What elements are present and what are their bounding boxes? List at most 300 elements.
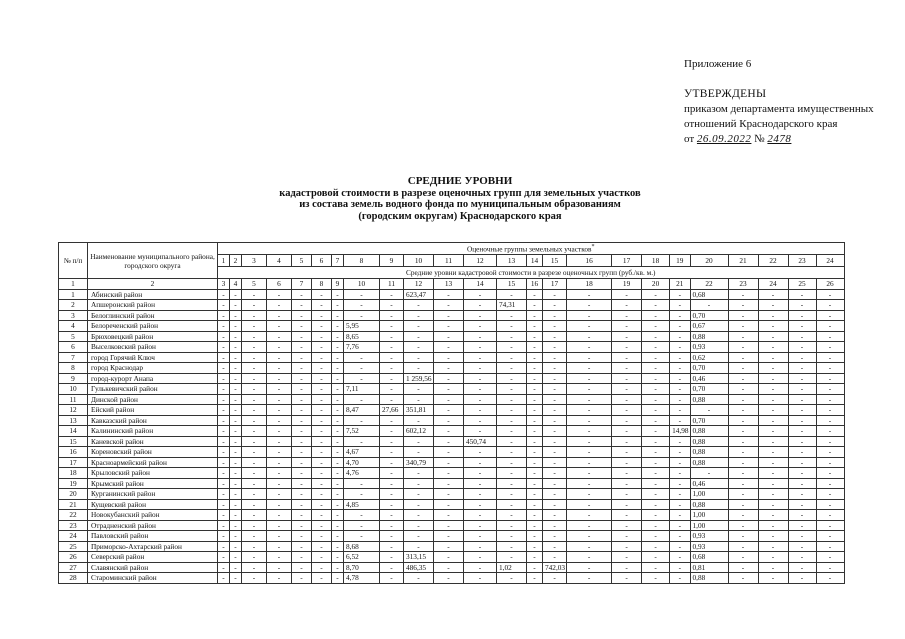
value-cell: - xyxy=(344,373,380,384)
value-cell: - xyxy=(690,468,728,479)
value-cell: - xyxy=(312,510,332,521)
column-index-3: 3 xyxy=(218,279,230,290)
column-index-17: 17 xyxy=(543,279,567,290)
value-cell: - xyxy=(242,447,267,458)
value-cell: - xyxy=(612,384,642,395)
value-cell: - xyxy=(267,436,292,447)
table-row xyxy=(59,489,845,500)
value-cell: - xyxy=(380,289,404,300)
value-cell: - xyxy=(527,352,543,363)
value-cell: - xyxy=(292,531,312,542)
value-cell: - xyxy=(758,363,788,374)
value-cell: - xyxy=(612,468,642,479)
table-row xyxy=(59,552,845,563)
cadastral-value-table xyxy=(58,242,845,584)
value-cell: - xyxy=(728,331,758,342)
value-cell: - xyxy=(344,352,380,363)
table-row xyxy=(59,573,845,584)
value-cell: - xyxy=(758,478,788,489)
value-cell: - xyxy=(267,489,292,500)
value-cell: - xyxy=(292,352,312,363)
value-cell: - xyxy=(527,300,543,311)
value-cell: - xyxy=(380,436,404,447)
value-cell: - xyxy=(642,541,670,552)
value-cell: - xyxy=(230,321,242,332)
value-cell: - xyxy=(464,541,497,552)
value-cell: - xyxy=(312,457,332,468)
value-cell: 1 259,56 xyxy=(404,373,434,384)
value-cell: - xyxy=(728,478,758,489)
value-cell: - xyxy=(218,489,230,500)
value-cell: - xyxy=(464,520,497,531)
value-cell: - xyxy=(612,541,642,552)
value-cell: - xyxy=(543,415,567,426)
value-cell: - xyxy=(344,489,380,500)
column-index-25: 25 xyxy=(788,279,816,290)
value-cell: 0,81 xyxy=(690,562,728,573)
value-cell: - xyxy=(344,436,380,447)
value-cell: 0,88 xyxy=(690,436,728,447)
value-cell: - xyxy=(434,363,464,374)
value-cell: - xyxy=(527,331,543,342)
table-row xyxy=(59,394,845,405)
group-number-23: 23 xyxy=(788,255,816,267)
value-cell: - xyxy=(527,426,543,437)
value-cell: 0,46 xyxy=(690,373,728,384)
value-cell: - xyxy=(218,436,230,447)
value-cell: - xyxy=(728,499,758,510)
value-cell: - xyxy=(230,289,242,300)
value-cell: - xyxy=(404,520,434,531)
municipality-name: Крымский район xyxy=(88,478,218,489)
value-cell: - xyxy=(527,531,543,542)
value-cell: - xyxy=(292,331,312,342)
value-cell: - xyxy=(497,394,527,405)
value-cell: - xyxy=(788,426,816,437)
group-number-12: 12 xyxy=(464,255,497,267)
value-cell: - xyxy=(230,342,242,353)
value-cell: - xyxy=(344,394,380,405)
value-cell: - xyxy=(543,541,567,552)
value-cell: - xyxy=(642,573,670,584)
column-index-7: 7 xyxy=(292,279,312,290)
value-cell: - xyxy=(816,531,844,542)
value-cell: - xyxy=(543,552,567,563)
value-cell: 7,52 xyxy=(344,426,380,437)
value-cell: - xyxy=(434,342,464,353)
value-cell: - xyxy=(218,468,230,479)
municipality-name: Славянский район xyxy=(88,562,218,573)
value-cell: - xyxy=(218,510,230,521)
value-cell: - xyxy=(670,384,690,395)
value-cell: - xyxy=(670,436,690,447)
municipality-name: Брюховецкий район xyxy=(88,331,218,342)
value-cell: - xyxy=(312,352,332,363)
value-cell: - xyxy=(543,531,567,542)
value-cell: - xyxy=(292,310,312,321)
value-cell: - xyxy=(612,510,642,521)
value-cell: - xyxy=(434,468,464,479)
value-cell: - xyxy=(543,426,567,437)
value-cell: - xyxy=(567,541,612,552)
value-cell: - xyxy=(242,573,267,584)
order-from-label: от xyxy=(684,133,695,145)
value-cell: - xyxy=(670,310,690,321)
value-cell: - xyxy=(292,321,312,332)
value-cell: - xyxy=(434,331,464,342)
municipality-name: Кореновский район xyxy=(88,447,218,458)
value-cell: - xyxy=(218,478,230,489)
groups-header-footnote-mark: * xyxy=(591,244,595,251)
value-cell: - xyxy=(728,363,758,374)
value-cell: - xyxy=(230,363,242,374)
value-cell: - xyxy=(380,384,404,395)
value-cell: - xyxy=(670,300,690,311)
value-cell: - xyxy=(434,310,464,321)
value-cell: - xyxy=(267,510,292,521)
column-index-4: 4 xyxy=(230,279,242,290)
value-cell: 742,03 xyxy=(543,562,567,573)
value-cell: - xyxy=(292,552,312,563)
value-cell: 4,76 xyxy=(344,468,380,479)
value-cell: - xyxy=(267,499,292,510)
value-cell: - xyxy=(332,310,344,321)
value-cell: - xyxy=(380,489,404,500)
value-cell: - xyxy=(464,352,497,363)
value-cell: - xyxy=(230,436,242,447)
value-cell: - xyxy=(497,321,527,332)
value-cell: - xyxy=(788,300,816,311)
value-cell: - xyxy=(312,321,332,332)
value-cell: 313,15 xyxy=(404,552,434,563)
value-cell: 0,93 xyxy=(690,342,728,353)
value-cell: - xyxy=(728,384,758,395)
value-cell: - xyxy=(242,489,267,500)
value-cell: - xyxy=(642,363,670,374)
value-cell: - xyxy=(728,300,758,311)
table-row xyxy=(59,384,845,395)
row-number: 6 xyxy=(59,342,88,353)
value-cell: - xyxy=(242,426,267,437)
value-cell: - xyxy=(642,352,670,363)
value-cell: - xyxy=(642,394,670,405)
municipality-name: Курганинский район xyxy=(88,489,218,500)
value-cell: - xyxy=(567,478,612,489)
value-cell: - xyxy=(497,436,527,447)
value-cell: - xyxy=(312,499,332,510)
value-cell: - xyxy=(567,457,612,468)
table-row xyxy=(59,436,845,447)
value-cell: - xyxy=(670,457,690,468)
group-number-16: 16 xyxy=(567,255,612,267)
table-row xyxy=(59,510,845,521)
value-cell: - xyxy=(332,447,344,458)
value-cell: - xyxy=(434,384,464,395)
value-cell: - xyxy=(497,310,527,321)
value-cell: - xyxy=(434,447,464,458)
value-cell: - xyxy=(267,310,292,321)
value-cell: - xyxy=(527,468,543,479)
value-cell: - xyxy=(670,489,690,500)
value-cell: - xyxy=(404,510,434,521)
approved-label: УТВЕРЖДЕНЫ xyxy=(684,88,767,100)
value-cell: - xyxy=(758,384,788,395)
value-cell: - xyxy=(312,573,332,584)
value-cell: - xyxy=(567,552,612,563)
value-cell: 0,88 xyxy=(690,331,728,342)
document-title xyxy=(200,176,720,222)
value-cell: - xyxy=(434,300,464,311)
value-cell: - xyxy=(380,562,404,573)
value-cell: - xyxy=(292,562,312,573)
value-cell: - xyxy=(292,457,312,468)
value-cell: - xyxy=(312,468,332,479)
value-cell: - xyxy=(758,499,788,510)
value-cell: - xyxy=(758,352,788,363)
value-cell: - xyxy=(758,310,788,321)
value-cell: - xyxy=(464,489,497,500)
column-index-2: 2 xyxy=(88,279,218,290)
value-cell: - xyxy=(292,426,312,437)
value-cell: - xyxy=(404,342,434,353)
value-cell: - xyxy=(728,373,758,384)
value-cell: - xyxy=(758,415,788,426)
value-cell: - xyxy=(543,373,567,384)
value-cell: - xyxy=(642,300,670,311)
value-cell: - xyxy=(816,289,844,300)
value-cell: - xyxy=(527,342,543,353)
value-cell: - xyxy=(728,520,758,531)
value-cell: - xyxy=(670,541,690,552)
value-cell: - xyxy=(218,300,230,311)
value-cell: - xyxy=(230,468,242,479)
value-cell: - xyxy=(312,373,332,384)
value-cell: - xyxy=(292,541,312,552)
value-cell: - xyxy=(642,405,670,416)
value-cell: - xyxy=(312,415,332,426)
value-cell: - xyxy=(543,321,567,332)
value-cell: - xyxy=(242,394,267,405)
value-cell: - xyxy=(816,321,844,332)
value-cell: - xyxy=(292,520,312,531)
group-number-18: 18 xyxy=(642,255,670,267)
value-cell: - xyxy=(543,342,567,353)
value-cell: - xyxy=(758,489,788,500)
value-cell: 1,00 xyxy=(690,520,728,531)
row-number: 1 xyxy=(59,289,88,300)
value-cell: - xyxy=(267,531,292,542)
value-cell: - xyxy=(332,405,344,416)
value-cell: 14,98 xyxy=(670,426,690,437)
municipality-name: Красноармейский район xyxy=(88,457,218,468)
value-cell: - xyxy=(788,478,816,489)
value-cell: - xyxy=(230,489,242,500)
value-cell: - xyxy=(567,300,612,311)
value-cell: - xyxy=(758,457,788,468)
value-cell: - xyxy=(758,541,788,552)
column-index-5: 5 xyxy=(242,279,267,290)
value-cell: - xyxy=(816,573,844,584)
value-cell: - xyxy=(332,342,344,353)
value-cell: - xyxy=(464,510,497,521)
value-cell: - xyxy=(312,300,332,311)
value-cell: - xyxy=(543,478,567,489)
value-cell: - xyxy=(434,405,464,416)
value-cell: - xyxy=(612,436,642,447)
value-cell: - xyxy=(642,384,670,395)
value-cell: 1,00 xyxy=(690,489,728,500)
table-row xyxy=(59,468,845,479)
value-cell: - xyxy=(527,289,543,300)
value-cell: - xyxy=(292,289,312,300)
row-number: 10 xyxy=(59,384,88,395)
municipality-name: город-курорт Анапа xyxy=(88,373,218,384)
value-cell: - xyxy=(788,331,816,342)
value-cell: - xyxy=(728,562,758,573)
value-cell: - xyxy=(816,405,844,416)
levels-header: Средние уровни кадастровой стоимости в разрезе оценочных групп (руб./кв. м.) xyxy=(218,267,845,279)
value-cell: - xyxy=(816,468,844,479)
value-cell: - xyxy=(527,436,543,447)
table-row xyxy=(59,457,845,468)
value-cell: - xyxy=(242,384,267,395)
value-cell: - xyxy=(242,415,267,426)
value-cell: - xyxy=(612,499,642,510)
value-cell: - xyxy=(434,541,464,552)
value-cell: - xyxy=(788,363,816,374)
table-row xyxy=(59,562,845,573)
value-cell: - xyxy=(816,352,844,363)
value-cell: - xyxy=(242,531,267,542)
value-cell: 6,52 xyxy=(344,552,380,563)
value-cell: - xyxy=(344,520,380,531)
municipality-name: город Горячий Ключ xyxy=(88,352,218,363)
value-cell: - xyxy=(612,300,642,311)
value-cell: - xyxy=(612,478,642,489)
value-cell: - xyxy=(788,489,816,500)
value-cell: - xyxy=(816,499,844,510)
column-index-16: 16 xyxy=(527,279,543,290)
value-cell: - xyxy=(788,384,816,395)
title-line-1: кадастровой стоимости в разрезе оценочных групп для земельных участков xyxy=(279,187,641,199)
value-cell: - xyxy=(728,436,758,447)
value-cell: - xyxy=(404,468,434,479)
group-number-10: 10 xyxy=(404,255,434,267)
row-number: 24 xyxy=(59,531,88,542)
value-cell: - xyxy=(758,373,788,384)
value-cell: - xyxy=(380,363,404,374)
value-cell: - xyxy=(758,342,788,353)
value-cell: - xyxy=(404,573,434,584)
value-cell: - xyxy=(670,447,690,458)
column-index-11: 11 xyxy=(380,279,404,290)
value-cell: - xyxy=(267,426,292,437)
value-cell: - xyxy=(612,373,642,384)
value-cell: - xyxy=(690,300,728,311)
value-cell: - xyxy=(332,573,344,584)
value-cell: - xyxy=(497,342,527,353)
value-cell: - xyxy=(642,310,670,321)
value-cell: - xyxy=(788,321,816,332)
value-cell: - xyxy=(380,520,404,531)
value-cell: - xyxy=(497,489,527,500)
value-cell: - xyxy=(728,394,758,405)
municipality-name: город Краснодар xyxy=(88,363,218,374)
value-cell: - xyxy=(218,541,230,552)
value-cell: - xyxy=(567,415,612,426)
group-number-4: 4 xyxy=(267,255,292,267)
value-cell: - xyxy=(242,310,267,321)
value-cell: - xyxy=(464,373,497,384)
value-cell: - xyxy=(816,478,844,489)
value-cell: - xyxy=(728,457,758,468)
table-row xyxy=(59,331,845,342)
order-line xyxy=(684,132,899,147)
value-cell: - xyxy=(242,352,267,363)
value-cell: - xyxy=(332,426,344,437)
value-cell: - xyxy=(380,541,404,552)
value-cell: - xyxy=(332,363,344,374)
value-cell: 0,88 xyxy=(690,447,728,458)
value-cell: - xyxy=(788,468,816,479)
table-row xyxy=(59,310,845,321)
value-cell: 0,70 xyxy=(690,415,728,426)
row-number: 19 xyxy=(59,478,88,489)
value-cell: - xyxy=(230,552,242,563)
municipality-name: Кущевский район xyxy=(88,499,218,510)
value-cell: - xyxy=(242,468,267,479)
row-number: 16 xyxy=(59,447,88,458)
value-cell: - xyxy=(434,457,464,468)
value-cell: - xyxy=(567,342,612,353)
value-cell: - xyxy=(642,321,670,332)
value-cell: - xyxy=(230,415,242,426)
value-cell: - xyxy=(380,394,404,405)
value-cell: - xyxy=(543,394,567,405)
value-cell: - xyxy=(434,415,464,426)
value-cell: - xyxy=(642,289,670,300)
value-cell: - xyxy=(380,342,404,353)
value-cell: - xyxy=(292,499,312,510)
value-cell: - xyxy=(788,510,816,521)
value-cell: 5,95 xyxy=(344,321,380,332)
value-cell: - xyxy=(497,363,527,374)
value-cell: - xyxy=(292,300,312,311)
value-cell: 7,11 xyxy=(344,384,380,395)
value-cell: - xyxy=(434,499,464,510)
value-cell: - xyxy=(242,552,267,563)
value-cell: - xyxy=(728,415,758,426)
value-cell: - xyxy=(497,520,527,531)
value-cell: - xyxy=(292,573,312,584)
table-row xyxy=(59,363,845,374)
value-cell: - xyxy=(816,426,844,437)
value-cell: 0,70 xyxy=(690,310,728,321)
value-cell: - xyxy=(567,426,612,437)
municipality-name: Приморско-Ахтарский район xyxy=(88,541,218,552)
value-cell: - xyxy=(527,363,543,374)
value-cell: - xyxy=(642,562,670,573)
table-row xyxy=(59,373,845,384)
value-cell: - xyxy=(242,342,267,353)
table-row xyxy=(59,289,845,300)
value-cell: - xyxy=(464,384,497,395)
value-cell: 486,35 xyxy=(404,562,434,573)
value-cell: - xyxy=(728,573,758,584)
value-cell: 0,88 xyxy=(690,573,728,584)
value-cell: - xyxy=(670,321,690,332)
value-cell: 74,31 xyxy=(497,300,527,311)
